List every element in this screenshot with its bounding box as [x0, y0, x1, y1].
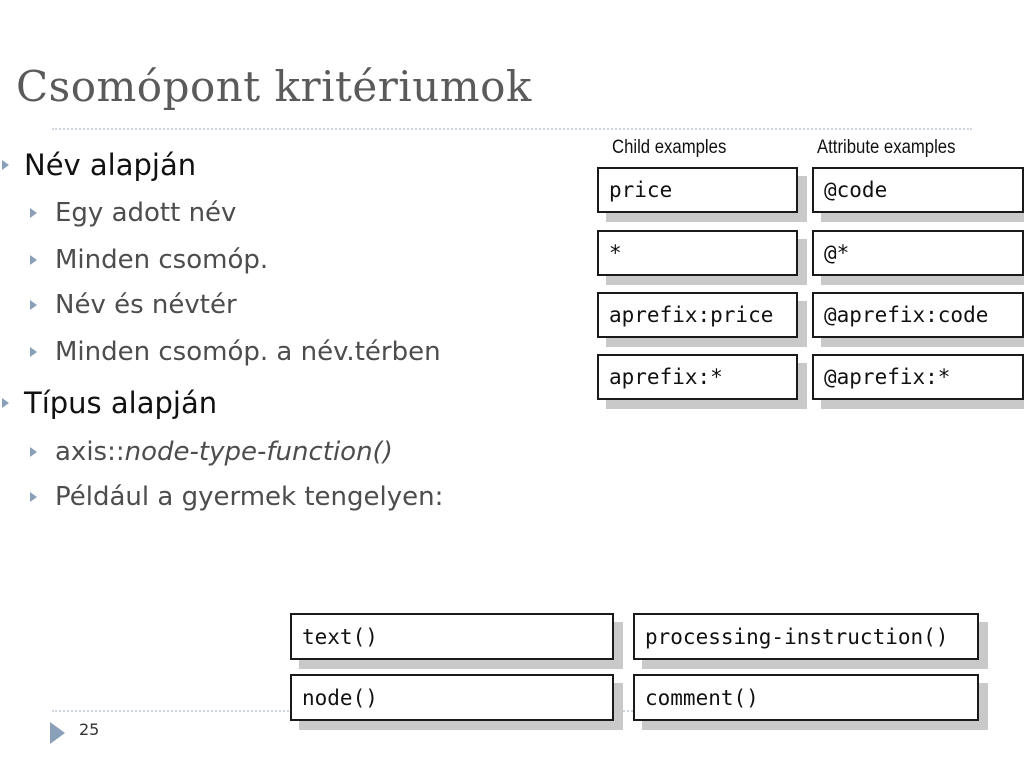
attribute-example-box: @aprefix:* — [812, 354, 1024, 400]
child-example-box: aprefix:price — [597, 292, 798, 338]
node-type-box: comment() — [633, 674, 979, 721]
child-example-box: price — [597, 167, 798, 213]
bullet-level2 — [55, 337, 441, 367]
bullet-text: Például a gyermek tengelyen: — [55, 482, 444, 512]
bullet-arrow-icon — [2, 160, 9, 170]
title-divider — [52, 128, 972, 130]
bullet-text: Egy adott név — [55, 198, 237, 228]
bullet-arrow-icon — [30, 447, 37, 457]
node-type-box: node() — [290, 674, 614, 721]
child-example-box: aprefix:* — [597, 354, 798, 400]
bullet-text-italic: node-type-function() — [124, 437, 393, 467]
attribute-example-box: @aprefix:code — [812, 292, 1024, 338]
bullet-level2 — [55, 245, 268, 275]
bullet-arrow-icon — [30, 300, 37, 310]
bullet-level2 — [55, 437, 393, 467]
child-examples-label: Child examples — [612, 137, 727, 158]
bullet-level1 — [24, 148, 196, 182]
slide-title: Csomópont kritériumok — [16, 62, 532, 111]
bullet-text: Típus alapján — [24, 386, 218, 420]
attribute-example-box: @code — [812, 167, 1024, 213]
attribute-examples-label: Attribute examples — [817, 137, 956, 158]
bullet-arrow-icon — [30, 255, 37, 265]
bullet-level1 — [24, 386, 217, 420]
bullet-text: Név és névtér — [55, 290, 237, 320]
bullet-arrow-icon — [30, 208, 37, 218]
page-number: 25 — [79, 720, 100, 739]
bullet-text: Minden csomóp. a név.térben — [55, 337, 441, 367]
bullet-text: Minden csomóp. — [55, 245, 269, 275]
bullet-arrow-icon — [30, 492, 37, 502]
footer-arrow-icon — [50, 722, 65, 744]
bullet-arrow-icon — [2, 398, 9, 408]
node-type-box: processing-instruction() — [633, 613, 979, 660]
bullet-level2 — [55, 198, 236, 228]
bullet-level2 — [55, 290, 237, 320]
bullet-text-prefix: axis:: — [55, 437, 125, 467]
node-type-box: text() — [290, 613, 614, 660]
bullet-arrow-icon — [30, 347, 37, 357]
bullet-text: Név alapján — [24, 148, 197, 182]
bullet-level2 — [55, 482, 443, 512]
attribute-example-box: @* — [812, 230, 1024, 276]
child-example-box: * — [597, 230, 798, 276]
